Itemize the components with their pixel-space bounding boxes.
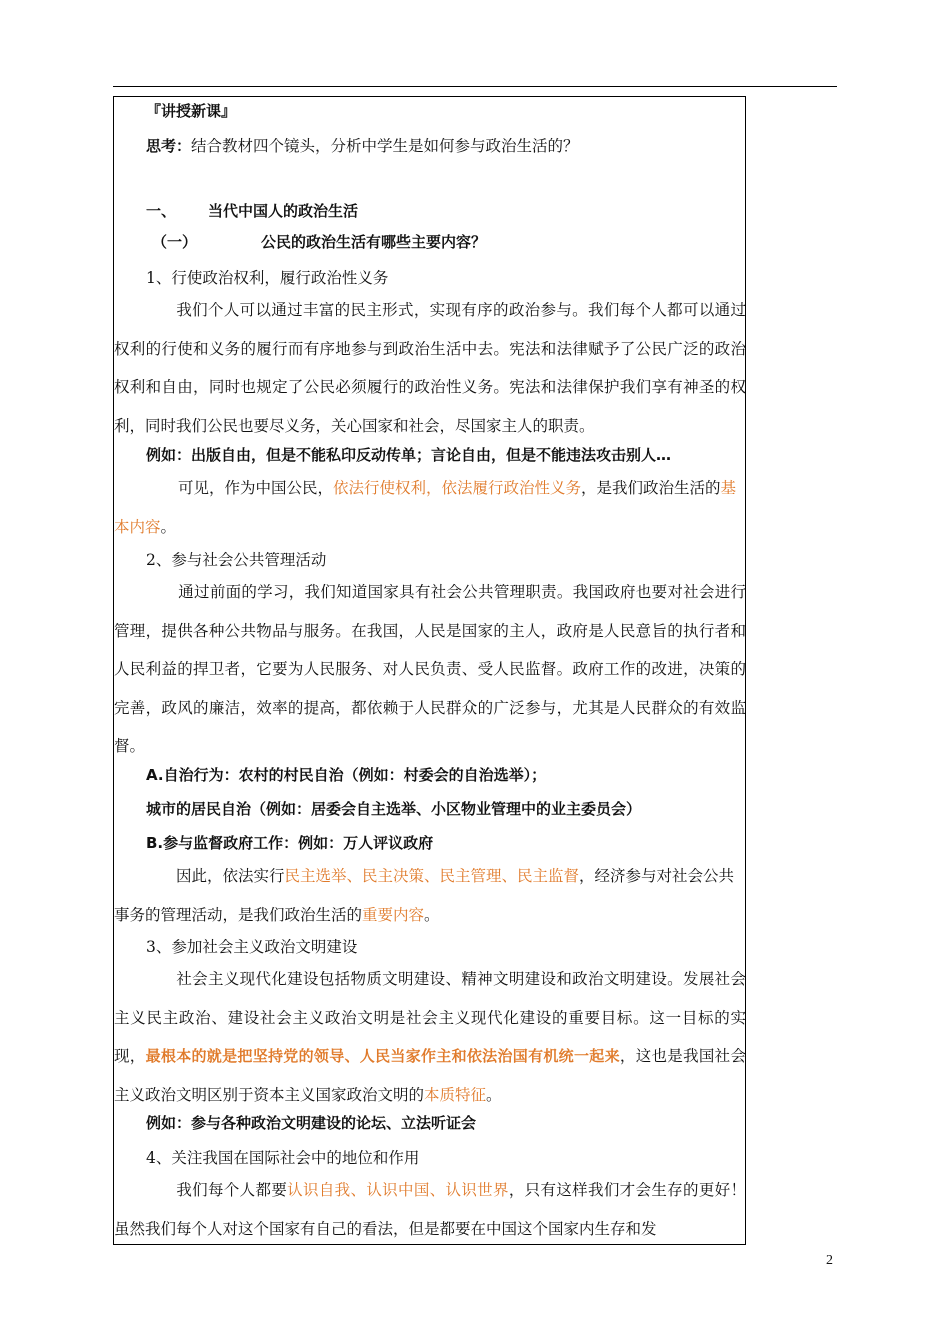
s1-title: 1、行使政治权利，履行政治性义务	[146, 269, 389, 287]
s1-paragraph	[114, 291, 746, 445]
s1-p1: 我们个人可以通过丰富的民主形式，实现有序的政治参与。我们每个人都可以通过权利的行使和义务的履行而有序地参与到政治生活中去。宪法和法律赋予了公民广泛的政治权利和自由，同时也规定了公民必须履行的政治性义务。宪法和法律保护我们享有神圣的权利，同时我们公民也要尽义务，关心国家和社会，尽国家主人的职责。	[114, 301, 746, 435]
s3-example: 例如：参与各种政治文明建设的论坛、立法听证会	[146, 1114, 477, 1132]
s2-highlight: 民主选举、民主决策、民主管理、民主监督	[284, 867, 580, 885]
heading-2-num: （一）	[152, 233, 198, 251]
section-title: 『讲授新课』	[146, 102, 237, 120]
s3-highlight: 最根本的就是把坚持党的领导、人民当家作主和依法治国有机统一起来	[145, 1047, 620, 1065]
s4-title: 4、关注我国在国际社会中的地位和作用	[146, 1149, 420, 1167]
s2-title: 2、参与社会公共管理活动	[146, 551, 327, 569]
s3-paragraph: 社会主义现代化建设包括物质文明建设、精神文明建设和政治文明建设。发展社会主义民主政治、建设社会主义政治文明是社会主义现代化建设的重要目标。这一目标的实现，最根本的就是把坚持党的领导、人民当家作主和依法治国有机统一起来，这也是我国社会主义政治文明区别于资本主义国家政治文明的本质特征。	[114, 970, 746, 1104]
s2-paragraph	[114, 573, 746, 766]
s2-conclusion: 因此，依法实行民主选举、民主决策、民主管理、民主监督，经济参与对社会公共事务的管理活动，是我们政治生活的重要内容。	[114, 867, 735, 924]
think-label: 思考：	[146, 137, 192, 155]
page-number: 2	[826, 1253, 833, 1268]
s1-highlight: 依法行使权利，依法履行政治性义务	[333, 479, 582, 497]
s2-item-a: A.自治行为：农村的村民自治（例如：村委会的自治选举）；	[146, 766, 547, 784]
header-rule	[113, 86, 837, 87]
think-prompt	[146, 136, 579, 157]
heading-2-text: 公民的政治生活有哪些主要内容？	[261, 233, 487, 251]
s3-highlight-2: 本质特征	[424, 1085, 487, 1104]
s2-item-a2: 城市的居民自治（例如：居委会自主选举、小区物业管理中的业主委员会）	[146, 800, 642, 818]
heading-1	[146, 202, 358, 222]
s4-paragraph: 我们每个人都要认识自我、认识中国、认识世界，只有这样我们才会生存的更好！虽然我们每个人对这个国家有自己的看法，但是都要在中国这个国家内生存和发	[114, 1181, 746, 1238]
s1-conclusion: 可见，作为中国公民，依法行使权利，依法履行政治性义务，是我们政治生活的基本内容。	[114, 479, 737, 536]
s2-item-b: B.参与监督政府工作：例如：万人评议政府	[146, 834, 434, 852]
heading-1-num: 一、	[146, 202, 177, 220]
s3-title: 3、参加社会主义政治文明建设	[146, 938, 358, 956]
s1-example: 例如：出版自由，但是不能私印反动传单；言论自由，但是不能违法攻击别人…	[146, 446, 672, 464]
s1-highlight-2: 基本内容	[114, 479, 737, 536]
s4-highlight: 认识自我、认识中国、认识世界	[287, 1181, 509, 1199]
think-text: 结合教材四个镜头，分析中学生是如何参与政治生活的？	[191, 137, 579, 155]
s2-p1: 通过前面的学习，我们知道国家具有社会公共管理职责。我国政府也要对社会进行管理，提供各种公共物品与服务。在我国，人民是国家的主人，政府是人民意旨的执行者和人民利益的捍卫者，它要为人民服务、对人民负责、受人民监督。政府工作的改进，决策的完善，政风的廉洁，效率的提高，都依赖于人民群众的广泛参与，尤其是人民群众的有效监督。	[114, 583, 746, 755]
heading-1-text: 当代中国人的政治生活	[208, 202, 359, 220]
heading-2	[152, 233, 486, 253]
s2-highlight-2: 重要内容	[362, 905, 425, 924]
